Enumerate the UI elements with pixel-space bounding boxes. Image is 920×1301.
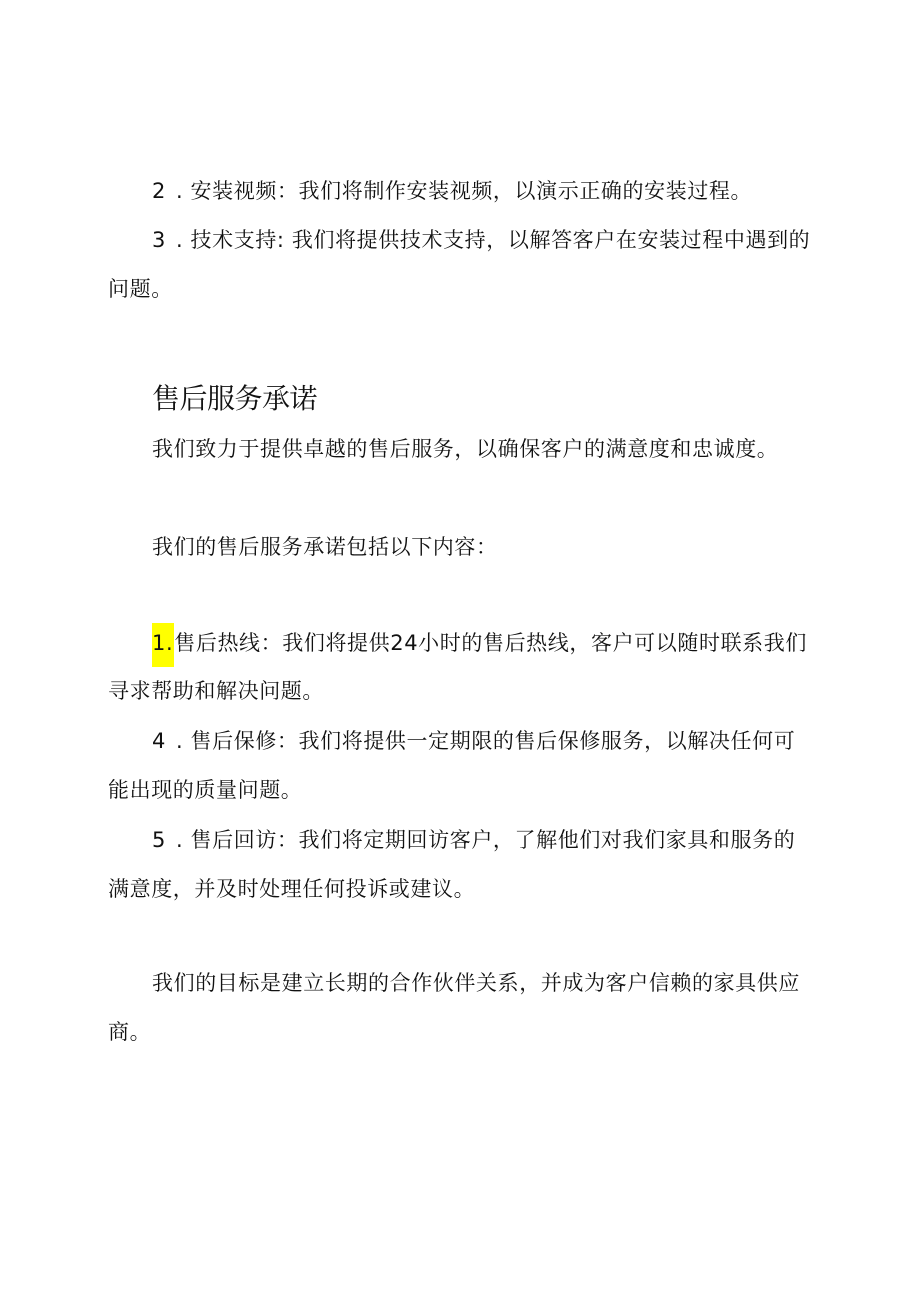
list-item-follow-up-continuation: 满意度，并及时处理任何投诉或建议。: [108, 877, 476, 901]
highlighted-number: 1.: [152, 623, 174, 667]
list-item-warranty-continuation: 能出现的质量问题。: [108, 778, 303, 802]
list-number: 2: [152, 179, 166, 203]
section-heading: 售后服务承诺: [152, 382, 318, 415]
list-text: . 安装视频：我们将制作安装视频，以演示正确的安装过程。: [175, 179, 753, 203]
closing-paragraph: 我们的目标是建立长期的合作伙伴关系，并成为客户信赖的家具供应: [152, 971, 800, 995]
list-number: 3: [152, 228, 166, 252]
list-item-tech-support: [152, 226, 810, 254]
list-text: . 技术支持: 我们将提供技术支持，以解答客户在安装过程中遇到的: [175, 228, 811, 252]
list-item-install-video: [152, 177, 752, 205]
closing-paragraph-continuation: 商。: [108, 1020, 152, 1044]
list-item-hotline-continuation: 寻求帮助和解决问题。: [108, 679, 324, 703]
section-intro: 我们致力于提供卓越的售后服务，以确保客户的满意度和忠诚度。: [152, 437, 779, 461]
list-item-warranty: [152, 727, 795, 755]
list-text: . 售后保修：我们将提供一定期限的售后保修服务，以解决任何可: [175, 729, 796, 753]
list-number: 5: [152, 828, 166, 852]
list-text: 售后热线：我们将提供24小时的售后热线，客户可以随时联系我们: [174, 631, 807, 655]
list-item-hotline: [152, 629, 807, 667]
list-number: 4: [152, 729, 166, 753]
section-lead: 我们的售后服务承诺包括以下内容：: [152, 535, 498, 559]
list-text: . 售后回访：我们将定期回访客户，了解他们对我们家具和服务的: [175, 828, 796, 852]
list-item-tech-support-continuation: 问题。: [108, 277, 173, 301]
list-item-follow-up: [152, 826, 795, 854]
